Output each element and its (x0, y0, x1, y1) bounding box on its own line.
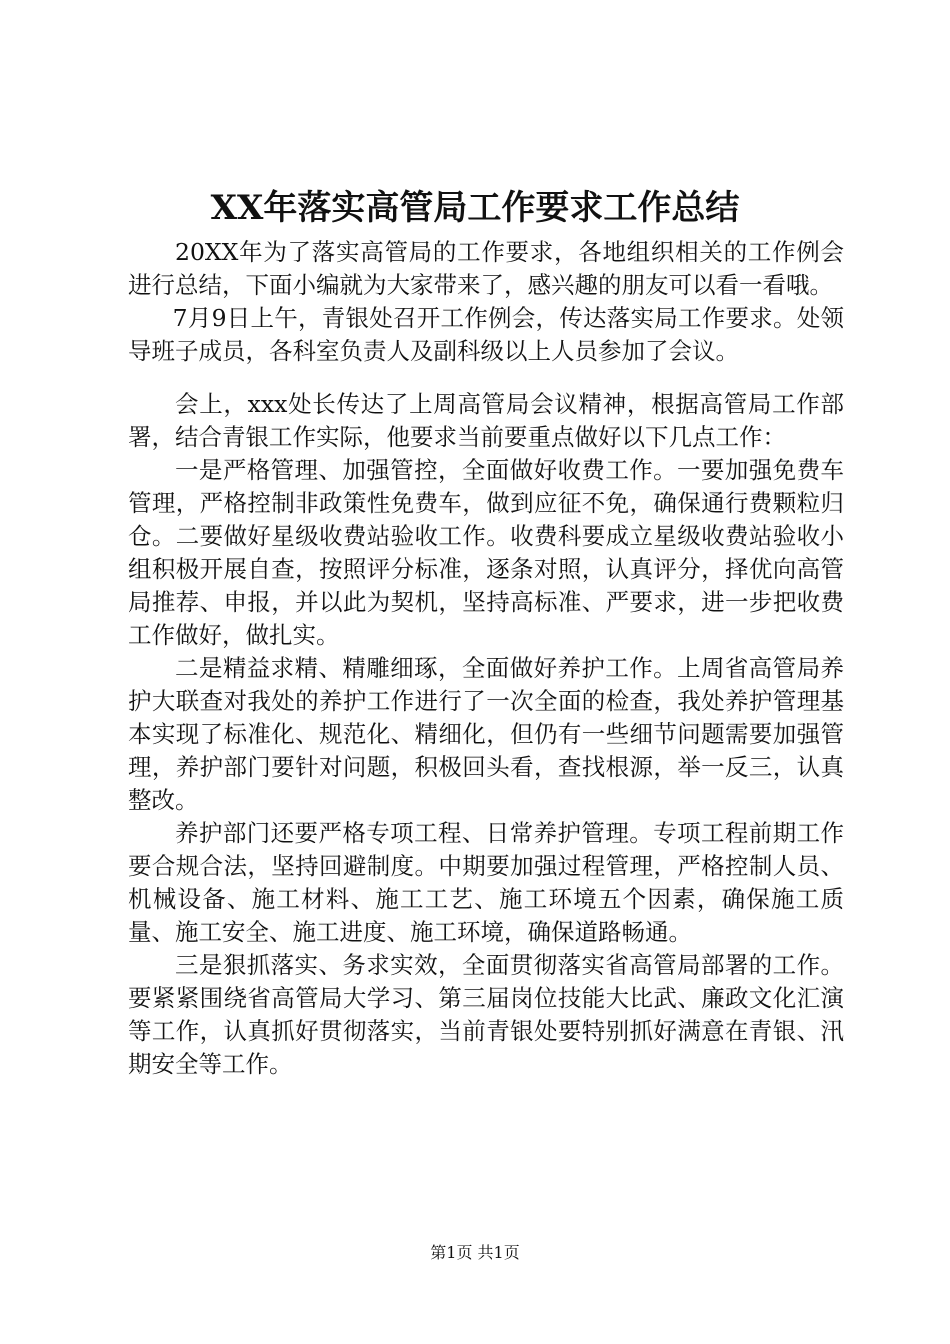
paragraph-implementation: 三是狠抓落实、务求实效，全面贯彻落实省高管局部署的工作。要紧紧围绕省高管局大学习、第三届岗位技能大比武、廉政文化汇演等工作，认真抓好贯彻落实，当前青银处要特别抓好满意在青银、汛期安全等工作。 (128, 951, 844, 1078)
paragraph-project-management: 养护部门还要严格专项工程、日常养护管理。专项工程前期工作要合规合法，坚持回避制度。中期要加强过程管理，严格控制人员、机械设备、施工材料、施工工艺、施工环境五个因素，确保施工质量、施工安全、施工进度、施工环境，确保道路畅通。 (128, 819, 844, 946)
paragraph-meeting: 7月9日上午，青银处召开工作例会，传达落实局工作要求。处领导班子成员，各科室负责人及副科级以上人员参加了会议。 (128, 304, 844, 365)
paragraph-requirements: 会上，xxx处长传达了上周高管局会议精神，根据高管局工作部署，结合青银工作实际，他要求当前要重点做好以下几点工作： (128, 390, 844, 451)
paragraph-gap (128, 368, 844, 388)
page-footer: 第1页 共1页 (430, 1243, 520, 1262)
paragraph-intro: 20XX年为了落实高管局的工作要求，各地组织相关的工作例会进行总结，下面小编就为大家带来了，感兴趣的朋友可以看一看哦。 (128, 238, 844, 299)
paragraph-maintenance-work: 二是精益求精、精雕细琢，全面做好养护工作。上周省高管局养护大联查对我处的养护工作进行了一次全面的检查，我处养护管理基本实现了标准化、规范化、精细化，但仍有一些细节问题需要加强管理，养护部门要针对问题，积极回头看，查找根源，举一反三，认真整改。 (128, 654, 844, 814)
document-body (128, 236, 844, 1081)
document-title: XX年落实高管局工作要求工作总结 (210, 188, 740, 228)
paragraph-toll-work: 一是严格管理、加强管控，全面做好收费工作。一要加强免费车管理，严格控制非政策性免费车，做到应征不免，确保通行费颗粒归仓。二要做好星级收费站验收工作。收费科要成立星级收费站验收小组积极开展自查，按照评分标准，逐条对照，认真评分，择优向高管局推荐、申报，并以此为契机，坚持高标准、严要求，进一步把收费工作做好，做扎实。 (128, 456, 844, 649)
